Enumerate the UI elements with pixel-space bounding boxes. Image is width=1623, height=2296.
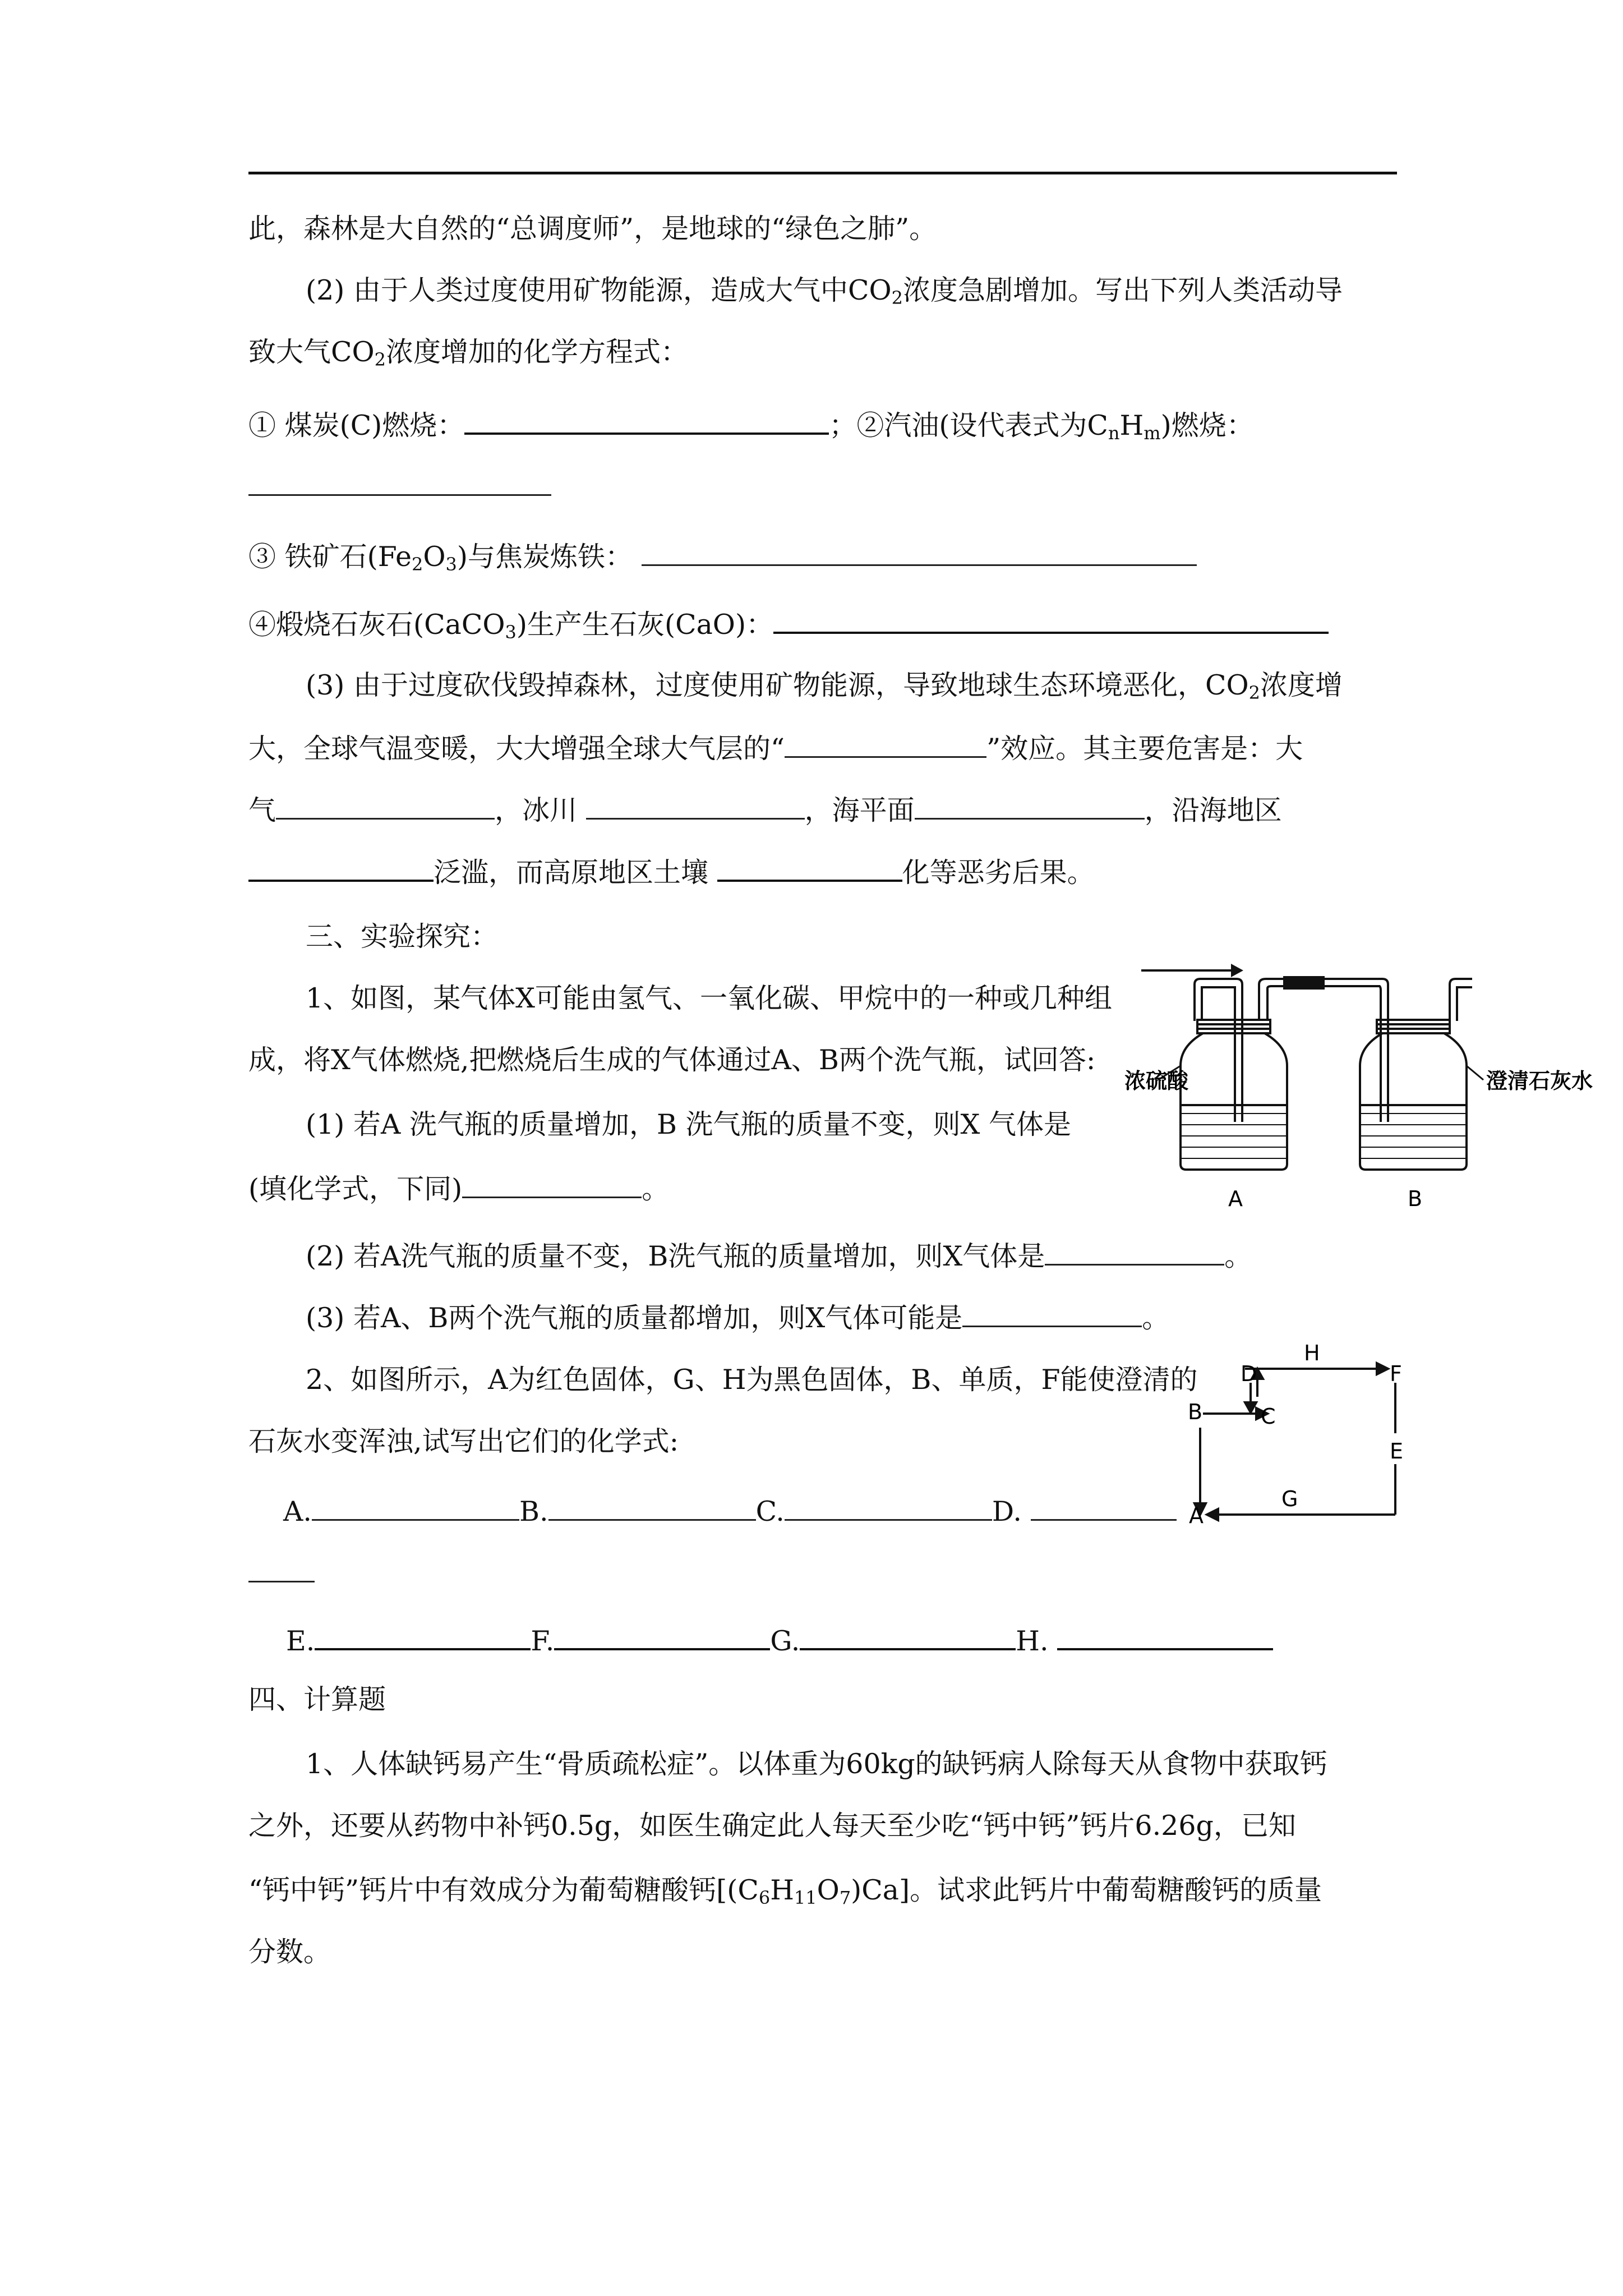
answer-blank-B[interactable] bbox=[548, 1491, 756, 1521]
inflow-arrow bbox=[1141, 964, 1243, 977]
node-C: C bbox=[1261, 1404, 1276, 1429]
answer-blank-soil[interactable] bbox=[717, 852, 902, 882]
answer-blank-iron[interactable] bbox=[642, 536, 1197, 566]
section-calc-heading: 四、计算题 bbox=[248, 1683, 386, 1715]
label-bottle-a: A bbox=[1228, 1186, 1243, 1211]
answer-blank-E[interactable] bbox=[315, 1620, 531, 1650]
label-bottle-b: B bbox=[1408, 1186, 1423, 1211]
experiment1-q1-answer: (填化学式，下同) 。 bbox=[248, 1168, 669, 1207]
answer-blank-glacier[interactable] bbox=[586, 790, 805, 820]
paragraph-effect-1: (3) 由于过度砍伐毁掉森林，过度使用矿物能源，导致地球生态环境恶化，$CO_2$浓度增 bbox=[306, 669, 1343, 703]
experiment2-line1: 2、如图所示，A为红色固体，G、H为黑色固体，B、单质，F能使澄清的 bbox=[306, 1364, 1198, 1396]
label-right-leader bbox=[1467, 1066, 1483, 1080]
paragraph-effect-2: 大，全球气温变暖，大大增强全球大气层的“ ”效应。其主要危害是：大 bbox=[248, 728, 1303, 767]
label-H: H bbox=[1304, 1341, 1320, 1365]
answer-blank-effect[interactable] bbox=[785, 728, 986, 758]
gas-washing-bottles-figure bbox=[1124, 954, 1618, 1212]
paragraph-forest: 此，森林是大自然的“总调度师”，是地球的“绿色之肺”。 bbox=[248, 213, 937, 245]
answer-blank-limestone[interactable] bbox=[773, 604, 1329, 634]
node-B: B bbox=[1188, 1400, 1203, 1424]
experiment2-answer-D-cont bbox=[248, 1553, 315, 1591]
question-gasoline-answer bbox=[248, 466, 551, 505]
transformation-diagram bbox=[1178, 1335, 1413, 1548]
experiment2-answers-row1: A. B. C. D. bbox=[283, 1491, 1177, 1530]
experiment2-line2: 石灰水变浑浊,试写出它们的化学式: bbox=[248, 1425, 679, 1457]
section-experiment-heading: 三、实验探究： bbox=[306, 921, 499, 953]
label-G: G bbox=[1281, 1487, 1298, 1511]
answer-blank-D-continued[interactable] bbox=[248, 1553, 315, 1582]
connecting-tube bbox=[1195, 977, 1472, 1122]
experiment1-line1: 1、如图，某气体X可能由氢气、一氧化碳、甲烷中的一种或几种组 bbox=[306, 982, 1113, 1014]
experiment1-q2: (2) 若A洗气瓶的质量不变，B洗气瓶的质量增加，则X气体是 。 bbox=[306, 1236, 1252, 1274]
node-D: D bbox=[1241, 1361, 1257, 1386]
paragraph-co2-2: 致大气$CO_2$浓度增加的化学方程式： bbox=[248, 336, 689, 370]
experiment1-line2: 成，将X气体燃烧,把燃烧后生成的气体通过A、B两个洗气瓶，试回答: bbox=[248, 1044, 1096, 1076]
bottle-b bbox=[1360, 1020, 1467, 1170]
question-coal: ① 煤炭(C)燃烧： ；②汽油(设代表式为$C_nH_m$)燃烧： bbox=[248, 404, 1254, 444]
experiment1-q3: (3) 若A、B两个洗气瓶的质量都增加，则X气体可能是 。 bbox=[306, 1297, 1169, 1336]
paragraph-effect-3: 气 ，冰川 ，海平面 ，沿海地区 bbox=[248, 790, 1282, 829]
paragraph-co2-1: (2) 由于人类过度使用矿物能源，造成大气中$CO_2$浓度急剧增加。写出下列人类活动导 bbox=[306, 274, 1343, 309]
answer-blank-e1-q1[interactable] bbox=[462, 1168, 642, 1198]
node-E: E bbox=[1390, 1439, 1404, 1464]
answer-blank-G[interactable] bbox=[800, 1620, 1016, 1650]
question-limestone: ④煅烧石灰石(CaCO$_3$)生产生石灰(CaO)： bbox=[248, 604, 1329, 643]
answer-blank-H[interactable] bbox=[1057, 1620, 1273, 1650]
node-A: A bbox=[1189, 1503, 1204, 1528]
experiment1-q1: (1) 若A 洗气瓶的质量增加，B 洗气瓶的质量不变，则X 气体是 bbox=[306, 1108, 1071, 1140]
answer-blank-A[interactable] bbox=[312, 1491, 519, 1521]
experiment2-answers-row2: E. F. G. H. bbox=[286, 1620, 1273, 1659]
answer-blank-D[interactable] bbox=[1031, 1491, 1177, 1521]
calc1-line3: “钙中钙”钙片中有效成分为葡萄糖酸钙$[(C_6H_{11}O_7)Ca]$。试求此钙片中葡萄糖酸钙的质量 bbox=[248, 1874, 1322, 1908]
answer-blank-sea-level[interactable] bbox=[915, 790, 1145, 820]
answer-blank-e1-q2[interactable] bbox=[1045, 1236, 1224, 1266]
paragraph-effect-4: 泛滥，而高原地区土壤 化等恶劣后果。 bbox=[248, 852, 1095, 891]
answer-blank-C[interactable] bbox=[785, 1491, 992, 1521]
question-iron: ③ 铁矿石$(Fe_2O_3)$与焦炭炼铁： bbox=[248, 536, 1197, 575]
node-F: F bbox=[1390, 1361, 1402, 1386]
label-conc-sulfuric-acid: 浓硫酸 bbox=[1124, 1069, 1189, 1093]
label-limewater: 澄清石灰水 bbox=[1486, 1069, 1593, 1093]
answer-blank-coal[interactable] bbox=[464, 404, 829, 435]
answer-blank-atmosphere[interactable] bbox=[276, 790, 495, 820]
answer-blank-gasoline[interactable] bbox=[248, 466, 551, 496]
header-rule bbox=[248, 172, 1397, 174]
calc1-line4: 分数。 bbox=[248, 1936, 331, 1968]
answer-blank-coastal[interactable] bbox=[248, 852, 434, 882]
calc1-line2: 之外，还要从药物中补钙0.5g，如医生确定此人每天至少吃“钙中钙”钙片6.26g，已知 bbox=[248, 1810, 1296, 1842]
calc1-line1: 1、人体缺钙易产生“骨质疏松症”。以体重为60kg的缺钙病人除每天从食物中获取钙 bbox=[306, 1748, 1327, 1780]
answer-blank-e1-q3[interactable] bbox=[962, 1297, 1142, 1327]
answer-blank-F[interactable] bbox=[554, 1620, 770, 1650]
